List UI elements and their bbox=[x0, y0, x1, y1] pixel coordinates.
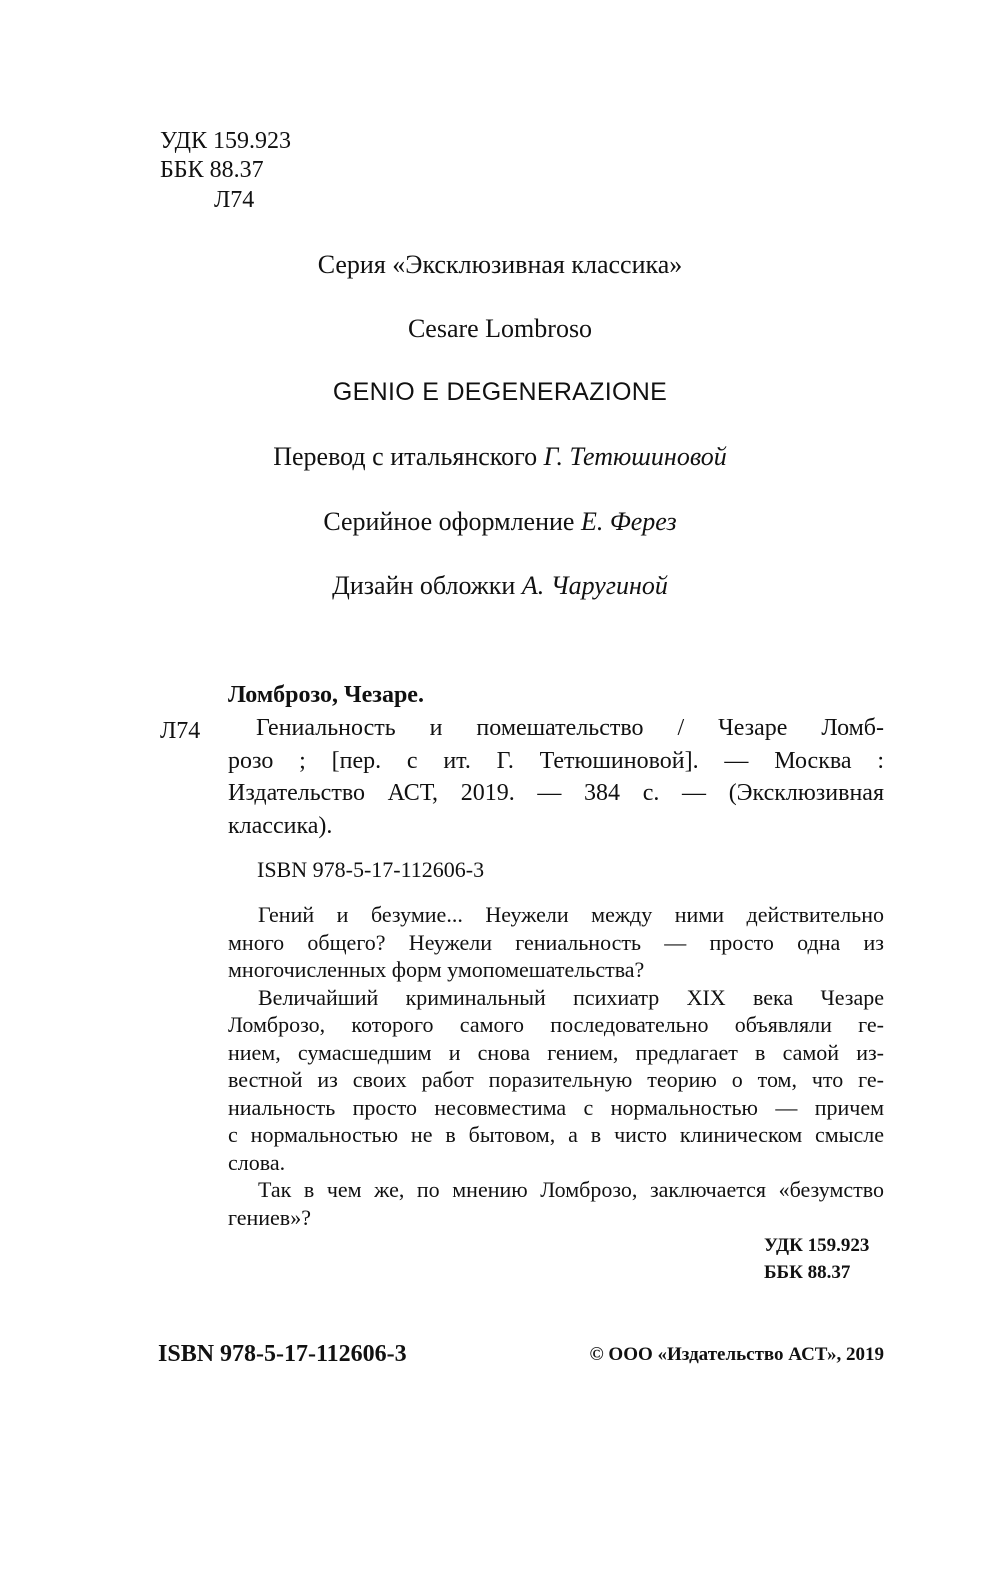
annotation-line: нием, сумасшедшим и снова гением, предлагает в самой из- bbox=[228, 1039, 884, 1065]
udk-code: УДК 159.923 bbox=[160, 128, 291, 154]
series-design-label: Серийное оформление bbox=[323, 507, 575, 536]
annotation-line: много общего? Неужели гениальность — просто одна из bbox=[228, 929, 884, 955]
original-title: GENIO E DEGENERAZIONE bbox=[332, 378, 668, 406]
catalog-line: Гениальность и помешательство / Чезаре Ломб- bbox=[256, 715, 884, 741]
series-name: Серия «Эксклюзивная классика» bbox=[317, 250, 683, 279]
translator-name: Г. Тетюшиновой bbox=[543, 442, 727, 471]
translation-label: Перевод с итальянского bbox=[273, 442, 538, 471]
annotation-line: Гений и безумие... Неужели между ними действительно bbox=[258, 902, 884, 927]
catalog-author-heading: Ломброзо, Чезаре. bbox=[228, 682, 424, 708]
cover-design-credit bbox=[0, 570, 1000, 602]
footer-isbn: ISBN 978-5-17-112606-3 bbox=[158, 1341, 407, 1367]
catalog-line: розо ; [пер. с ит. Г. Тетюшиновой]. — Москва : bbox=[228, 747, 884, 774]
catalog-line: Издательство АСТ, 2019. — 384 с. — (Эксклюзивная bbox=[228, 780, 884, 807]
translation-credit bbox=[0, 441, 1000, 473]
annotation-line: слова. bbox=[228, 1149, 286, 1175]
series-designer-name: Е. Ферез bbox=[580, 507, 677, 536]
annotation-line: с нормальностью не в бытовом, а в чисто клиническом смысле bbox=[228, 1122, 884, 1147]
copyright-notice: © ООО «Издательство АСТ», 2019 bbox=[589, 1344, 884, 1365]
annotation-line: гениев»? bbox=[228, 1204, 311, 1230]
annotation bbox=[228, 901, 884, 1231]
annotation-line: ниальность просто несовместима с нормальностью — причем bbox=[228, 1094, 884, 1120]
catalog-isbn: ISBN 978-5-17-112606-3 bbox=[257, 857, 485, 882]
series-design-credit bbox=[0, 506, 1000, 538]
original-author: Cesare Lombroso bbox=[407, 314, 593, 343]
catalog-line: классика). bbox=[228, 813, 333, 840]
cover-design-label: Дизайн обложки bbox=[332, 571, 516, 600]
annotation-line: многочисленных форм умопомешательства? bbox=[228, 957, 645, 982]
catalog-mark: Л74 bbox=[160, 718, 201, 744]
bbk-code: ББК 88.37 bbox=[160, 157, 264, 183]
annotation-line: Ломброзо, которого самого последовательно объявляли ге- bbox=[228, 1012, 884, 1037]
author-mark: Л74 bbox=[214, 187, 255, 213]
cover-designer-name: А. Чаругиной bbox=[521, 571, 668, 600]
footer-udk: УДК 159.923 bbox=[764, 1235, 870, 1256]
catalog-description bbox=[228, 712, 884, 843]
annotation-line: Так в чем же, по мнению Ломброзо, заключается «безумство bbox=[258, 1177, 884, 1202]
footer-bbk: ББК 88.37 bbox=[764, 1262, 851, 1283]
annotation-line: Величайший криминальный психиатр XIX века Чезаре bbox=[258, 984, 884, 1010]
annotation-line: вестной из своих работ поразительную теорию о том, что ге- bbox=[228, 1067, 884, 1092]
